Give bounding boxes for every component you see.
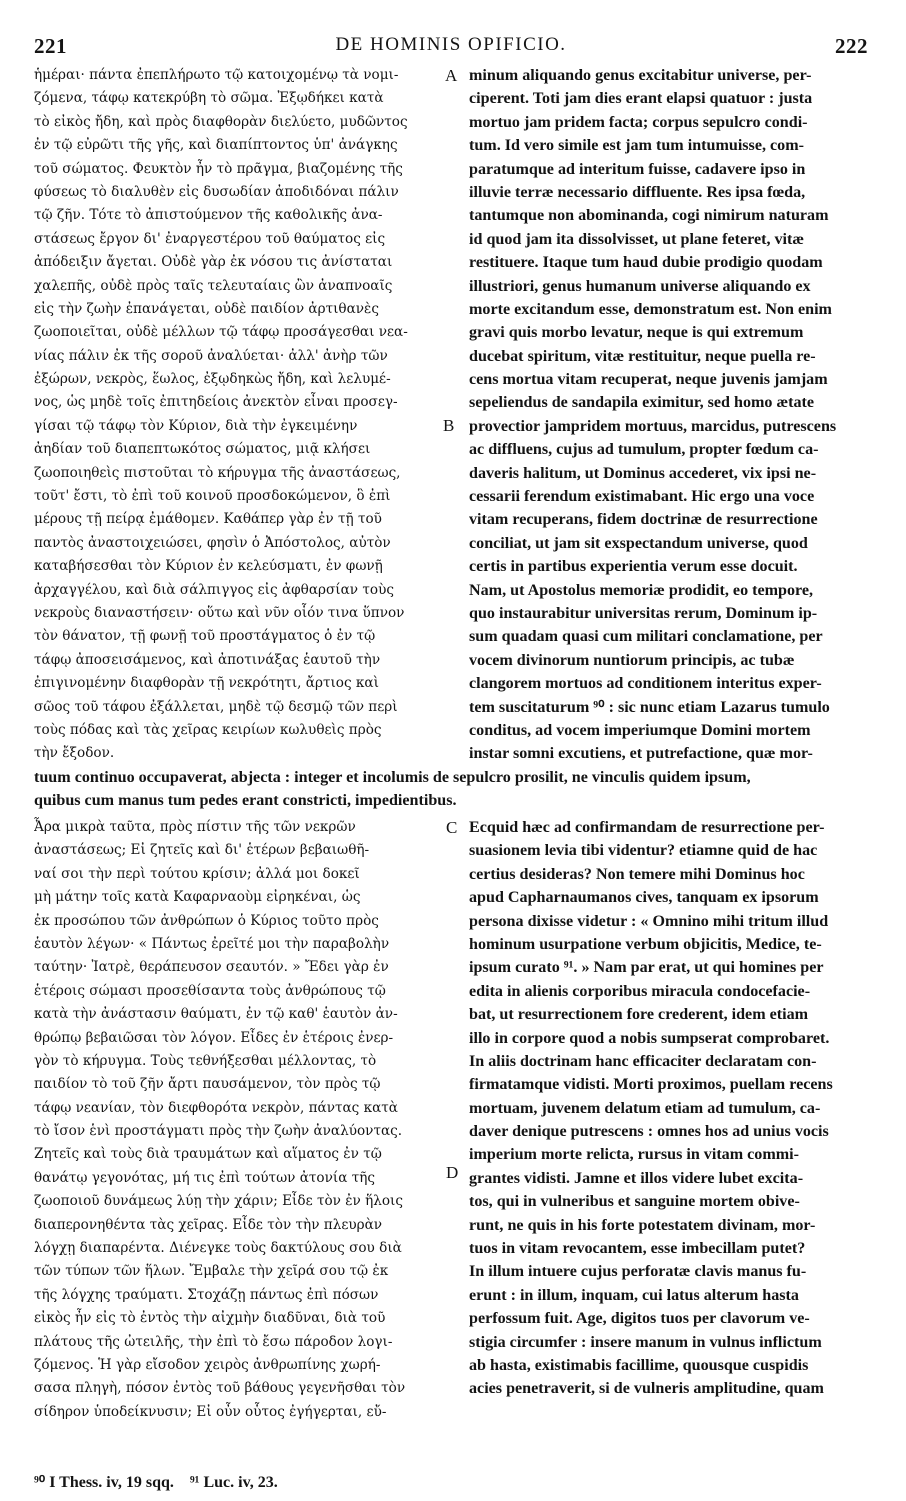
text-line: νίας πάλιν ἐκ τῆς σοροῦ ἀναλύεται· ἀλλ' ἀνὴρ τῶν: [34, 347, 388, 364]
page-number-left: 221: [34, 34, 67, 58]
text-line: τοὺς πόδας καὶ τὰς χεῖρας κειρίων κωλυθεὶς πρὸς: [34, 721, 382, 738]
footnotes: [34, 1472, 290, 1492]
text-line: tum. Id vero simile est jam tum intumuisse, com-: [469, 137, 804, 155]
text-line: tantumque non abominanda, cogi nimirum naturam: [469, 207, 829, 225]
text-line: vitam recuperans, fidem doctrinæ de resurrectione: [469, 511, 818, 529]
text-line: ζόμενος. Ἡ γὰρ εἴσοδον χειρὸς ἀνθρωπίνης χωρή-: [34, 1356, 381, 1373]
text-line: τῶν τύπων τῶν ἥλων. Ἔμβαλε τὴν χεῖρά σου τῷ ἐκ: [34, 1263, 389, 1280]
text-line: ἑαυτὸν λέγων· « Πάντως ἐρεῖτέ μοι τὴν παραβολὴν: [34, 935, 390, 952]
text-line: minum aliquando genus excitabitur universe, per-: [469, 67, 812, 84]
text-line: ζωοποιεῖται, οὐδὲ μέλλων τῷ τάφῳ προσάγεσθαι νεα-: [34, 324, 408, 341]
text-line: θρώπῳ βεβαιῶσαι τὸν λόγον. Εἶδες ἐν ἑτέροις ἐνερ-: [34, 1029, 394, 1046]
text-line: λόγχῃ διαπαρέντα. Διένεγκε τοὺς δακτύλους σου διὰ: [34, 1240, 402, 1257]
text-line: certius desideras? Non temere mihi Dominus hoc: [469, 865, 805, 883]
text-line: id quod jam ita dissolvisset, ut plane feteret, vitæ: [469, 230, 804, 248]
text-line: ἀρχαγγέλου, καὶ διὰ σάλπιγγος εἰς ἀφθαρσίαν τοὺς: [34, 581, 394, 598]
text-line: grantes vidisti. Jamne et illos videre lubet excita-: [469, 1169, 804, 1187]
text-line: perfossum fuit. Age, digitos tuos per clavorum ve-: [469, 1310, 810, 1328]
text-line: τὴν ἔξοδον.: [34, 745, 115, 762]
text-line: ἐπιγινομένην διαφθορὰν τῇ νεκρότητι, ἄρτιος καὶ: [34, 675, 379, 692]
text-line: morte excitandum esse, demonstratum est. Non enim: [469, 300, 832, 318]
text-line: runt, ne quis in his forte potestatem divinam, mor-: [469, 1216, 816, 1234]
text-line: Ecquid hæc ad confirmandam de resurrectione per-: [469, 819, 825, 836]
text-line: ταύτην· Ἰατρὲ, θεράπευσον σεαυτόν. » Ἔδει γὰρ ἐν: [34, 959, 389, 976]
text-line: illustriori, genus humanum universe aliquando ex: [469, 277, 811, 295]
footnote-90: ⁹⁰ I Thess. iv, 19 sqq.: [34, 1474, 174, 1491]
text-line: ciperent. Toti jam dies erant elapsi quatuor : justa: [469, 90, 813, 108]
text-line: τὸ ἴσον ἑνὶ προστάγματι πρὸς τὴν ζωὴν ἀναλύοντας.: [34, 1123, 403, 1140]
text-line: ἀπόδειξιν ἄγεται. Οὐδὲ γὰρ ἐκ νόσου τις ἀνίσταται: [34, 254, 393, 271]
text-line: tuos in vitam revocantem, esse imbecillam putet?: [469, 1240, 806, 1258]
text-line: χαλεπῆς, οὐδὲ πρὸς ταῖς τελευταίαις ὢν ἀναπνοαῖς: [34, 277, 393, 294]
page-header: [34, 34, 868, 60]
text-line: ab hasta, existimabis facillime, quousque cuspidis: [469, 1356, 809, 1374]
greek-column-a: [34, 64, 438, 764]
text-line: daveris halitum, ut Dominus accederet, vix ipsi ne-: [469, 464, 817, 482]
text-line: acies penetraverit, si de vulneris amplitudine, quam: [469, 1380, 824, 1398]
text-line: τοῦ σώματος. Φευκτὸν ἦν τὸ πρᾶγμα, βιαζομένης τῆς: [34, 160, 403, 177]
text-line: sum quadam quasi cum militari conclamatione, per: [469, 628, 823, 646]
latin-column-c: [469, 816, 873, 1468]
text-line: νος, ὡς μηδὲ τοῖς ἐπιτηδείοις ἀνεκτὸν εἶναι προσεγ-: [34, 394, 398, 411]
text-line: bat, ut resurrectionem fore crederent, idem etiam: [469, 1006, 809, 1024]
text-line: quibus cum manus tum pedes erant constricti, impedientibus.: [34, 792, 457, 810]
text-line: τάφῳ ἀποσεισάμενος, καὶ ἀποτινάξας ἑαυτοῦ τὴν: [34, 651, 381, 668]
text-line: In illum intuere cujus perforatæ clavis manus fu-: [469, 1263, 807, 1281]
footnote-91: ⁹¹ Luc. iv, 23.: [189, 1474, 278, 1491]
text-line: stigia circumfer : insere manum in vulnus inflictum: [469, 1333, 822, 1351]
text-line: ἡμέραι· πάντα ἐπεπλήρωτο τῷ κατοιχομένῳ τὰ νομι-: [34, 67, 399, 83]
text-line: cessarii ferendum existimabant. Hic ergo una voce: [469, 488, 815, 506]
text-line: ἑτέροις σώμασι προσεθίσαντα τοὺς ἀνθρώπους τῷ: [34, 982, 386, 999]
text-line: mortuam, juvenem delatum etiam ad tumulum, ca-: [469, 1099, 821, 1117]
text-line: σασα πληγὴ, πόσον ἐντὸς τοῦ βάθους γεγενῆσθαι τὸν: [34, 1380, 406, 1397]
text-line: apud Capharnaumanos cives, tanquam ex ipsorum: [469, 889, 819, 907]
text-line: γίσαι τῷ τάφῳ τὸν Κύριον, διὰ τὴν ἐγκειμένην: [34, 417, 358, 434]
text-line: suasionem levia tibi videntur? etiamne quid de hac: [469, 842, 818, 860]
text-line: τοῦτ' ἔστι, τὸ ἐπὶ τοῦ κοινοῦ προσδοκώμενον, ὃ ἐπὶ: [34, 488, 391, 505]
text-line: παντὸς ἀναστοιχειώσει, φησὶν ὁ Ἀπόστολος, αὐτὸν: [34, 534, 391, 551]
text-line: imperium morte relicta, rursus in vitam commi-: [469, 1146, 799, 1164]
text-line: ναί σοι τὴν περὶ τούτου κρίσιν; ἀλλά μοι δοκεῖ: [34, 865, 360, 882]
text-line: cens mortua vitam recuperat, neque juvenis jamjam: [469, 371, 828, 389]
text-line: restituere. Itaque tum haud dubie prodigio quodam: [469, 254, 823, 272]
text-line: καταβήσεσθαι τὸν Κύριον ἐν κελεύσματι, ἐν φωνῇ: [34, 558, 383, 575]
text-line: εἰς τὴν ζωὴν ἐπανάγεται, οὐδὲ παιδίον ἀρτιθανὲς: [34, 300, 379, 317]
text-line: tem suscitaturum ⁹⁰ : sic nunc etiam Lazarus tumulo: [469, 698, 830, 716]
text-line: certis in partibus experientia verum esse docuit.: [469, 558, 798, 576]
text-line: conciliat, ut jam sit exspectandum universe, quod: [469, 534, 808, 552]
text-line: daver denique putrescens : omnes hos ad unius vocis: [469, 1123, 829, 1141]
text-line: sepeliendus de sandapila eximitur, sed homo ætate: [469, 394, 815, 412]
text-line: θανάτῳ γεγονότας, μή τις ἐπὶ τούτων ἀτονία τῆς: [34, 1169, 375, 1186]
text-line: διαπερονηθέντα τὰς χεῖρας. Εἶδε τὸν τὴν πλευρὰν: [34, 1216, 383, 1233]
margin-letter-a: A: [445, 66, 458, 85]
text-line: persona dixisse videtur : « Omnino mihi tritum illud: [469, 912, 829, 930]
text-line: gravi quis morbo levatur, neque is qui extremum: [469, 324, 804, 342]
text-line: νεκροὺς διαναστήσειν· οὕτω καὶ νῦν οἷόν τινα ὕπνον: [34, 604, 405, 621]
text-line: illo in corpore quod a nobis sumpserat comprobaret.: [469, 1029, 830, 1047]
text-line: ac diffluens, cujus ad tumulum, propter fœdum ca-: [469, 441, 819, 459]
text-line: tuum continuo occupaverat, abjecta : integer et incolumis de sepulcro prosilit, ne vinculis quidem ipsum,: [34, 769, 751, 786]
text-line: paratumque ad interitum fuisse, cadavere ipso in: [469, 160, 806, 178]
text-line: σίδηρον ὑποδείκνυσιν; Εἰ οὖν οὗτος ἐγήγερται, εὔ-: [34, 1403, 387, 1420]
text-line: ἐξώρων, νεκρὸς, ἕωλος, ἐξῳδηκὼς ἤδη, καὶ λελυμέ-: [34, 371, 391, 388]
text-line: clangorem mortuos ad conditionem interitus exper-: [469, 675, 822, 693]
text-line: στάσεως ἔργον δι' ἐναργεστέρου τοῦ θαύματος εἰς: [34, 230, 386, 247]
text-line: κατὰ τὴν ἀνάστασιν θαύματι, ἐν τῷ καθ' ἑαυτὸν ἀν-: [34, 1006, 398, 1023]
text-line: μὴ μάτην τοῖς κατὰ Καφαρναοὺμ εἰρηκέναι, ὡς: [34, 889, 361, 906]
text-line: In aliis doctrinam hanc efficaciter declaratam con-: [469, 1052, 817, 1070]
text-line: τῆς λόγχης τραύματι. Στοχάζῃ πάντως ἐπὶ πόσων: [34, 1286, 379, 1303]
margin-letter-c: C: [446, 818, 458, 837]
text-line: ζόμενα, τάφῳ κατεκρύβη τὸ σῶμα. Ἐξῳδήκει κατὰ: [34, 90, 384, 107]
text-line: ἐν τῷ εὐρῶτι τῆς γῆς, καὶ διαπίπτοντος ὑπ' ἀνάγκης: [34, 137, 398, 154]
text-line: erunt : in illum, inquam, cui latus alterum hasta: [469, 1286, 799, 1304]
text-line: ἀηδίαν τοῦ διαπεπτωκότος σώματος, μιᾷ κλήσει: [34, 441, 371, 458]
text-line: vocem divinorum nuntiorum principis, ac tubæ: [469, 651, 795, 669]
text-line: τὸν θάνατον, τῇ φωνῇ τοῦ προστάγματος ὁ ἐν τῷ: [34, 628, 376, 645]
page-number-right: 222: [835, 34, 868, 58]
text-line: quo instaurabitur universitas rerum, Dominum ip-: [469, 604, 818, 622]
text-line: mortuo jam pridem facta; corpus sepulcro condi-: [469, 113, 808, 131]
text-line: hominum usurpatione verbum objicitis, Medice, te-: [469, 935, 822, 953]
text-line: τὸ εἰκὸς ἤδη, καὶ πρὸς διαφθορὰν διελύετο, μυδῶντος: [34, 113, 408, 130]
text-line: μέρους τῇ πείρᾳ ἐμάθομεν. Καθάπερ γὰρ ἐν τῇ τοῦ: [34, 511, 382, 528]
greek-column-c: [34, 816, 438, 1468]
text-line: ducebat spiritum, vitæ restituitur, neque puella re-: [469, 347, 816, 365]
text-line: ζωοποιηθεὶς πιστοῦται τὸ κήρυγμα τῆς ἀναστάσεως,: [34, 464, 401, 481]
text-line: ἀναστάσεως; Εἰ ζητεῖς καὶ δι' ἑτέρων βεβαιωθῆ-: [34, 842, 370, 859]
text-line: provectior jampridem mortuus, marcidus, putrescens: [469, 417, 837, 435]
text-line: παιδίον τὸ τοῦ ζῆν ἄρτι παυσάμενον, τὸν πρὸς τῷ: [34, 1076, 381, 1093]
text-line: conditus, ad vocem imperiumque Domini mortem: [469, 721, 811, 739]
full-width-latin-continuation: [34, 766, 874, 814]
latin-column-a: [469, 64, 873, 764]
text-line: firmatamque vidisti. Morti proximos, puellam recens: [469, 1076, 833, 1094]
text-line: instar somni excutiens, et putrefactione, quæ mor-: [469, 745, 813, 763]
text-line: tos, qui in vulneribus et sanguine mortem obive-: [469, 1193, 800, 1211]
running-title: DE HOMINIS OPIFICIO.: [335, 34, 567, 55]
text-line: edita in alienis corporibus miracula condocefacie-: [469, 982, 811, 1000]
text-line: Nam, ut Apostolus memoriæ prodidit, eo tempore,: [469, 581, 814, 599]
text-line: εἰκὸς ἦν εἰς τὸ ἐντὸς τὴν αἰχμὴν διαδῦναι, διὰ τοῦ: [34, 1310, 386, 1327]
text-line: γὸν τὸ κήρυγμα. Τοὺς τεθνήξεσθαι μέλλοντας, τὸ: [34, 1052, 377, 1069]
text-line: Ἆρα μικρὰ ταῦτα, πρὸς πίστιν τῆς τῶν νεκρῶν: [34, 819, 356, 835]
text-line: ipsum curato ⁹¹. » Nam par erat, ut qui homines per: [469, 959, 824, 977]
margin-letter-d: D: [446, 1163, 459, 1182]
text-line: φύσεως τὸ διαλυθὲν εἰς δυσωδίαν ἀποδιδόναι πάλιν: [34, 183, 399, 200]
text-line: τάφῳ νεανίαν, τὸν διεφθορότα νεκρὸν, πάντας κατὰ: [34, 1099, 398, 1116]
text-line: Ζητεῖς καὶ τοὺς διὰ τραυμάτων καὶ αἵματος ἐν τῷ: [34, 1146, 382, 1163]
text-line: τῷ ζῆν. Τότε τὸ ἀπιστούμενον τῆς καθολικῆς ἀνα-: [34, 207, 383, 224]
text-line: πλάτους τῆς ὠτειλῆς, τὴν ἐπὶ τὸ ἔσω πάροδον λογι-: [34, 1333, 393, 1350]
text-line: illuvie terræ necessario diffluente. Res ipsa fœda,: [469, 183, 806, 201]
margin-letter-b: B: [443, 416, 455, 435]
text-line: ζωοποιοῦ δυνάμεως λύῃ τὴν χάριν; Εἶδε τὸν ἐν ἥλοις: [34, 1193, 403, 1210]
text-line: ἐκ προσώπου τῶν ἀνθρώπων ὁ Κύριος τοῦτο πρὸς: [34, 912, 379, 929]
text-line: σῶος τοῦ τάφου ἐξάλλεται, μηδὲ τῷ δεσμῷ τῶν περὶ: [34, 698, 398, 715]
